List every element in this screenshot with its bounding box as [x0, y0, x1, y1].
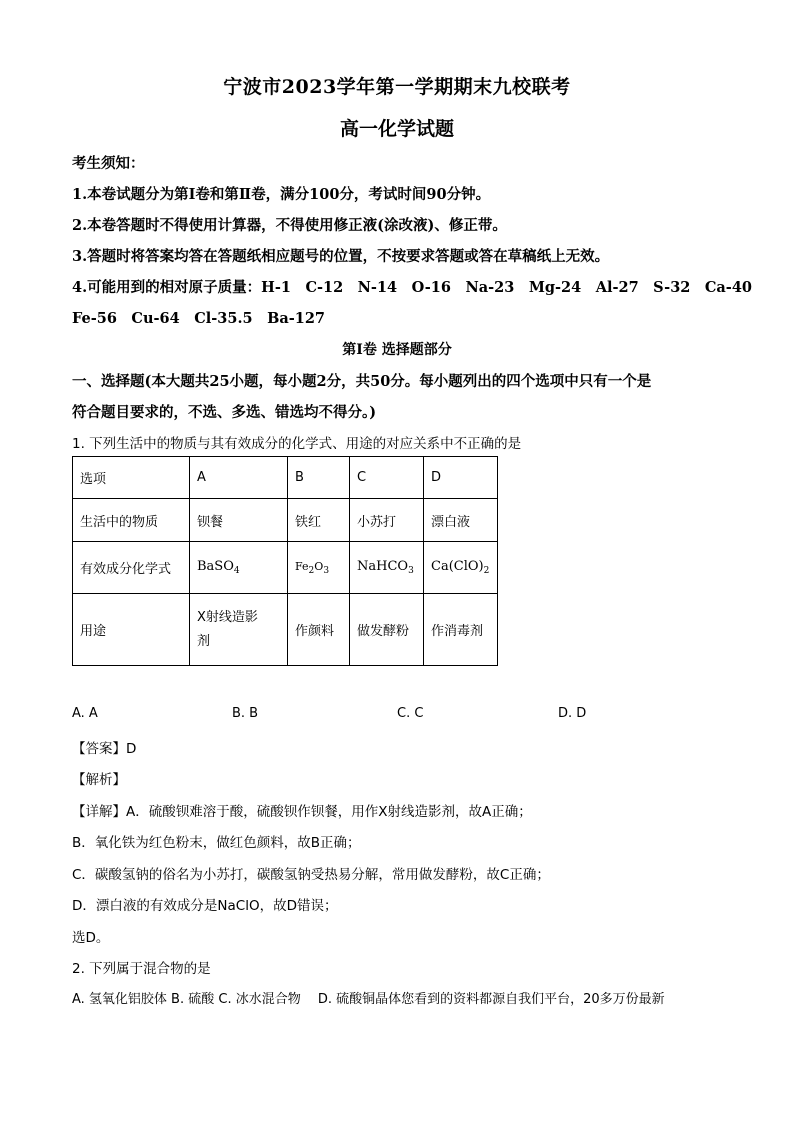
notice-item-1: 1.本卷试题分为第Ⅰ卷和第Ⅱ卷，满分100分，考试时间90分钟。	[72, 186, 491, 203]
formula-subscript: 3	[323, 565, 330, 576]
table-cell: 铁红	[288, 499, 350, 542]
table-row	[73, 499, 498, 542]
table-cell: 漂白液	[424, 499, 498, 542]
section-title: 第Ⅰ卷 选择题部分	[342, 342, 452, 358]
table-row	[73, 457, 498, 499]
formula-subscript: 3	[408, 566, 414, 576]
question-1-stem: 1. 下列生活中的物质与其有效成分的化学式、用途的对应关系中不正确的是	[72, 436, 522, 452]
formula-cell-a	[190, 542, 288, 594]
detail-line-1: 【详解】A．硫酸钡难溶于酸，硫酸钡作钡餐，用作X射线造影剂，故A正确；	[72, 804, 532, 820]
formula-subscript: 2	[308, 565, 315, 576]
table-cell: 有效成分化学式	[73, 542, 190, 594]
option-b: B. B	[232, 706, 259, 721]
notice-item-2: 2.本卷答题时不得使用计算器，不得使用修正液(涂改液)、修正带。	[72, 217, 507, 234]
formula-text: O	[314, 559, 324, 573]
table-cell: A	[190, 457, 288, 499]
formula-subscript: 4	[233, 566, 240, 576]
formula-text: Ca(ClO)	[431, 559, 484, 574]
option-a: A. A	[72, 706, 98, 721]
table-cell: C	[350, 457, 424, 499]
table-cell: 做发酵粉	[350, 594, 424, 666]
table-cell: 生活中的物质	[73, 499, 190, 542]
formula-text: BaSO	[197, 559, 234, 574]
section-instruction-line-2: 符合题目要求的，不选、多选、错选均不得分。)	[72, 404, 377, 421]
detail-line-3: C．碳酸氢钠的俗名为小苏打，碳酸氢钠受热易分解，常用做发酵粉，故C正确；	[72, 867, 550, 883]
table-cell: 小苏打	[350, 499, 424, 542]
notice-item-3: 3.答题时将答案均答在答题纸相应题号的位置，不按要求答题或答在草稿纸上无效。	[72, 248, 610, 265]
table-cell: 作颜料	[288, 594, 350, 666]
formula-subscript: 2	[483, 566, 490, 576]
section-instruction-line-1: 一、选择题(本大题共25小题，每小题2分，共50分。每小题列出的四个选项中只有一个是	[72, 373, 652, 390]
formula-text: Fe	[295, 559, 309, 573]
table-cell: D	[424, 457, 498, 499]
detail-line-4: D．漂白液的有效成分是NaClO，故D错误；	[72, 898, 338, 914]
question-1-options	[72, 706, 722, 724]
notice-item-4: 4.可能用到的相对原子质量：H-1 C-12 N-14 O-16 Na-23 Mg-24 Al-27 S-32 Ca-40	[72, 279, 753, 296]
table-cell: B	[288, 457, 350, 499]
table-cell: X射线造影剂	[190, 594, 288, 666]
analysis-heading: 【解析】	[72, 772, 126, 788]
table-cell: 钡餐	[190, 499, 288, 542]
formula-cell-d	[424, 542, 498, 594]
formula-cell-b	[288, 542, 350, 594]
table-cell: 选项	[73, 457, 190, 499]
notice-heading: 考生须知：	[72, 155, 145, 172]
answer: 【答案】D	[72, 741, 137, 757]
question-1-table	[72, 456, 498, 666]
table-cell: 用途	[73, 594, 190, 666]
detail-line-5: 选D。	[72, 930, 110, 946]
table-row	[73, 542, 498, 594]
notice-item-4-continued: Fe-56 Cu-64 Cl-35.5 Ba-127	[72, 310, 326, 327]
question-2-stem: 2. 下列属于混合物的是	[72, 961, 211, 977]
question-2-options: A. 氢氧化铝胶体 B. 硫酸 C. 冰水混合物 D. 硫酸铜晶体您看到的资料都源自我们平台，20多万份最新	[72, 992, 665, 1007]
exam-title: 宁波市2023学年第一学期期末九校联考	[223, 76, 571, 98]
option-c: C. C	[397, 706, 424, 721]
formula-cell-c	[350, 542, 424, 594]
table-cell: 作消毒剂	[424, 594, 498, 666]
table-row	[73, 594, 498, 666]
option-d: D. D	[558, 706, 587, 721]
detail-line-2: B．氧化铁为红色粉末，做红色颜料，故B正确；	[72, 835, 361, 851]
exam-subtitle: 高一化学试题	[339, 118, 454, 140]
formula-text: NaHCO	[357, 559, 409, 574]
